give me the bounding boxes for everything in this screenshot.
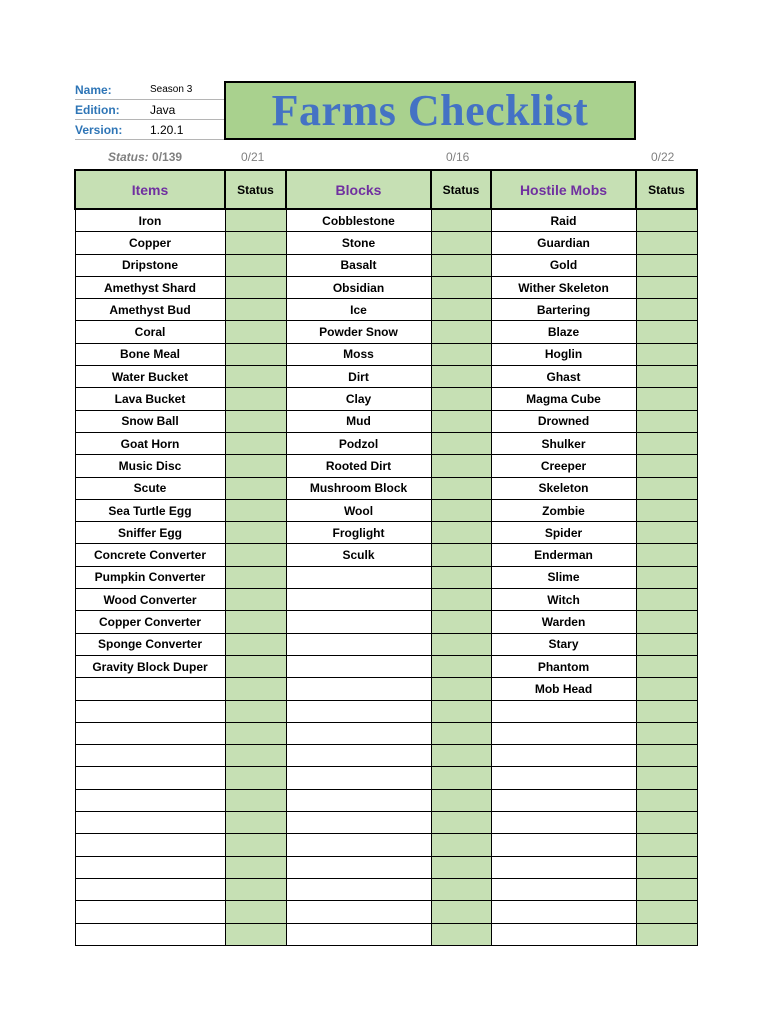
block-cell[interactable] — [286, 655, 431, 677]
block-cell[interactable] — [286, 856, 431, 878]
mob-status-cell[interactable] — [636, 321, 697, 343]
mob-cell[interactable] — [491, 789, 636, 811]
item-status-cell[interactable] — [225, 299, 286, 321]
item-status-cell[interactable] — [225, 276, 286, 298]
mob-cell[interactable]: Witch — [491, 589, 636, 611]
block-cell[interactable]: Mud — [286, 410, 431, 432]
item-status-cell[interactable] — [225, 722, 286, 744]
mob-cell[interactable] — [491, 923, 636, 945]
block-status-cell[interactable] — [431, 432, 491, 454]
mob-cell[interactable]: Blaze — [491, 321, 636, 343]
item-cell[interactable]: Sniffer Egg — [75, 522, 225, 544]
item-status-cell[interactable] — [225, 789, 286, 811]
item-cell[interactable]: Amethyst Shard — [75, 276, 225, 298]
table-row — [75, 589, 697, 611]
item-status-cell[interactable] — [225, 366, 286, 388]
block-status-cell[interactable] — [431, 655, 491, 677]
block-status-cell[interactable] — [431, 566, 491, 588]
mob-cell[interactable] — [491, 745, 636, 767]
item-cell[interactable] — [75, 901, 225, 923]
block-cell[interactable]: Rooted Dirt — [286, 455, 431, 477]
block-status-cell[interactable] — [431, 589, 491, 611]
item-status-cell[interactable] — [225, 678, 286, 700]
item-cell[interactable] — [75, 856, 225, 878]
mob-cell[interactable] — [491, 722, 636, 744]
block-cell[interactable] — [286, 812, 431, 834]
block-status-cell[interactable] — [431, 633, 491, 655]
info-row-edition — [75, 100, 225, 120]
item-status-cell[interactable] — [225, 254, 286, 276]
table-row — [75, 566, 697, 588]
block-cell[interactable] — [286, 923, 431, 945]
item-cell[interactable] — [75, 923, 225, 945]
item-cell[interactable]: Copper Converter — [75, 611, 225, 633]
item-cell[interactable] — [75, 678, 225, 700]
block-status-cell[interactable] — [431, 767, 491, 789]
item-status-cell[interactable] — [225, 901, 286, 923]
item-cell[interactable]: Gravity Block Duper — [75, 655, 225, 677]
table-row — [75, 655, 697, 677]
table-row — [75, 544, 697, 566]
header-blocks: Blocks — [286, 170, 431, 209]
table-row — [75, 232, 697, 254]
table-row — [75, 209, 697, 232]
item-status-cell[interactable] — [225, 232, 286, 254]
mob-status-cell[interactable] — [636, 923, 697, 945]
mob-status-cell[interactable] — [636, 678, 697, 700]
block-cell[interactable]: Basalt — [286, 254, 431, 276]
item-cell[interactable]: Pumpkin Converter — [75, 566, 225, 588]
block-cell[interactable] — [286, 633, 431, 655]
table-row — [75, 499, 697, 521]
mob-cell[interactable] — [491, 901, 636, 923]
item-cell[interactable] — [75, 745, 225, 767]
item-cell[interactable]: Snow Ball — [75, 410, 225, 432]
block-status-cell[interactable] — [431, 745, 491, 767]
item-status-cell[interactable] — [225, 522, 286, 544]
item-status-cell[interactable] — [225, 812, 286, 834]
header-hostile-mobs: Hostile Mobs — [491, 170, 636, 209]
item-cell[interactable]: Sponge Converter — [75, 633, 225, 655]
header-status: Status — [431, 170, 491, 209]
mob-cell[interactable]: Wither Skeleton — [491, 276, 636, 298]
table-row — [75, 522, 697, 544]
mob-cell[interactable] — [491, 767, 636, 789]
table-row — [75, 834, 697, 856]
mob-cell[interactable]: Slime — [491, 566, 636, 588]
mob-cell[interactable]: Warden — [491, 611, 636, 633]
block-status-cell[interactable] — [431, 321, 491, 343]
mob-status-cell[interactable] — [636, 722, 697, 744]
mob-status-cell[interactable] — [636, 432, 697, 454]
block-status-cell[interactable] — [431, 455, 491, 477]
mob-cell[interactable]: Gold — [491, 254, 636, 276]
page-title: Farms Checklist — [271, 86, 589, 135]
item-cell[interactable] — [75, 767, 225, 789]
item-cell[interactable]: Dripstone — [75, 254, 225, 276]
block-status-cell[interactable] — [431, 388, 491, 410]
item-status-cell[interactable] — [225, 343, 286, 365]
mob-cell[interactable] — [491, 700, 636, 722]
block-cell[interactable] — [286, 789, 431, 811]
mob-cell[interactable]: Magma Cube — [491, 388, 636, 410]
status-items-count: 0/21 — [241, 150, 265, 164]
block-cell[interactable]: Mushroom Block — [286, 477, 431, 499]
block-cell[interactable]: Ice — [286, 299, 431, 321]
mob-cell[interactable]: Shulker — [491, 432, 636, 454]
table-row — [75, 678, 697, 700]
table-row — [75, 633, 697, 655]
block-cell[interactable]: Clay — [286, 388, 431, 410]
mob-status-cell[interactable] — [636, 455, 697, 477]
item-status-cell[interactable] — [225, 410, 286, 432]
mob-cell[interactable]: Guardian — [491, 232, 636, 254]
block-status-cell[interactable] — [431, 901, 491, 923]
version-label: Version: — [75, 122, 123, 137]
item-status-cell[interactable] — [225, 388, 286, 410]
mob-status-cell[interactable] — [636, 388, 697, 410]
block-status-cell[interactable] — [431, 611, 491, 633]
item-cell[interactable] — [75, 834, 225, 856]
block-cell[interactable]: Powder Snow — [286, 321, 431, 343]
item-cell[interactable] — [75, 700, 225, 722]
mob-status-cell[interactable] — [636, 522, 697, 544]
status-total-value: 0/139 — [152, 150, 183, 164]
block-cell[interactable]: Dirt — [286, 366, 431, 388]
title-box — [224, 81, 636, 140]
mob-cell[interactable]: Bartering — [491, 299, 636, 321]
block-status-cell[interactable] — [431, 477, 491, 499]
item-status-cell[interactable] — [225, 655, 286, 677]
mob-cell[interactable]: Creeper — [491, 455, 636, 477]
item-cell[interactable]: Copper — [75, 232, 225, 254]
mob-status-cell[interactable] — [636, 856, 697, 878]
mob-cell[interactable]: Ghast — [491, 366, 636, 388]
item-status-cell[interactable] — [225, 321, 286, 343]
mob-status-cell[interactable] — [636, 834, 697, 856]
block-cell[interactable] — [286, 566, 431, 588]
table-row — [75, 321, 697, 343]
mob-status-cell[interactable] — [636, 232, 697, 254]
table-row — [75, 254, 697, 276]
mob-status-cell[interactable] — [636, 366, 697, 388]
item-cell[interactable]: Wood Converter — [75, 589, 225, 611]
item-status-cell[interactable] — [225, 878, 286, 900]
block-cell[interactable] — [286, 678, 431, 700]
table-row — [75, 856, 697, 878]
mob-cell[interactable]: Skeleton — [491, 477, 636, 499]
item-status-cell[interactable] — [225, 432, 286, 454]
item-cell[interactable] — [75, 789, 225, 811]
item-cell[interactable]: Water Bucket — [75, 366, 225, 388]
table-row — [75, 276, 697, 298]
table-row — [75, 789, 697, 811]
block-cell[interactable]: Froglight — [286, 522, 431, 544]
block-cell[interactable] — [286, 745, 431, 767]
block-cell[interactable]: Cobblestone — [286, 209, 431, 232]
table-row — [75, 410, 697, 432]
mob-status-cell[interactable] — [636, 767, 697, 789]
mob-status-cell[interactable] — [636, 878, 697, 900]
block-cell[interactable] — [286, 834, 431, 856]
item-status-cell[interactable] — [225, 700, 286, 722]
item-status-cell[interactable] — [225, 633, 286, 655]
table-row — [75, 812, 697, 834]
mob-cell[interactable] — [491, 856, 636, 878]
item-cell[interactable] — [75, 878, 225, 900]
block-status-cell[interactable] — [431, 299, 491, 321]
block-status-cell[interactable] — [431, 878, 491, 900]
table-row — [75, 388, 697, 410]
item-status-cell[interactable] — [225, 455, 286, 477]
mob-cell[interactable] — [491, 878, 636, 900]
name-label: Name: — [75, 82, 112, 97]
item-cell[interactable]: Music Disc — [75, 455, 225, 477]
info-block — [75, 80, 225, 140]
mob-status-cell[interactable] — [636, 299, 697, 321]
table-row — [75, 901, 697, 923]
mob-cell[interactable]: Spider — [491, 522, 636, 544]
header-row — [75, 170, 697, 209]
item-status-cell[interactable] — [225, 499, 286, 521]
edition-value[interactable]: Java — [150, 102, 176, 117]
mob-status-cell[interactable] — [636, 655, 697, 677]
block-cell[interactable] — [286, 722, 431, 744]
block-status-cell[interactable] — [431, 789, 491, 811]
name-value[interactable]: Season 3 — [150, 84, 193, 95]
mob-cell[interactable] — [491, 834, 636, 856]
block-status-cell[interactable] — [431, 343, 491, 365]
mob-status-cell[interactable] — [636, 209, 697, 232]
item-cell[interactable]: Lava Bucket — [75, 388, 225, 410]
item-status-cell[interactable] — [225, 856, 286, 878]
table-row — [75, 611, 697, 633]
item-status-cell[interactable] — [225, 589, 286, 611]
table-row — [75, 432, 697, 454]
mob-cell[interactable] — [491, 812, 636, 834]
mob-status-cell[interactable] — [636, 901, 697, 923]
table-row — [75, 923, 697, 945]
item-status-cell[interactable] — [225, 767, 286, 789]
status-total — [108, 150, 182, 164]
item-status-cell[interactable] — [225, 745, 286, 767]
mob-status-cell[interactable] — [636, 343, 697, 365]
block-status-cell[interactable] — [431, 678, 491, 700]
block-status-cell[interactable] — [431, 544, 491, 566]
status-blocks-count: 0/16 — [446, 150, 470, 164]
mob-status-cell[interactable] — [636, 276, 697, 298]
mob-status-cell[interactable] — [636, 566, 697, 588]
item-status-cell[interactable] — [225, 611, 286, 633]
block-cell[interactable]: Obsidian — [286, 276, 431, 298]
item-status-cell[interactable] — [225, 209, 286, 232]
mob-cell[interactable]: Drowned — [491, 410, 636, 432]
block-status-cell[interactable] — [431, 209, 491, 232]
mob-cell[interactable]: Phantom — [491, 655, 636, 677]
mob-status-cell[interactable] — [636, 589, 697, 611]
block-cell[interactable]: Podzol — [286, 432, 431, 454]
mob-status-cell[interactable] — [636, 789, 697, 811]
table-row — [75, 299, 697, 321]
mob-status-cell[interactable] — [636, 254, 697, 276]
info-row-version — [75, 120, 225, 140]
table-row — [75, 767, 697, 789]
block-status-cell[interactable] — [431, 923, 491, 945]
item-status-cell[interactable] — [225, 834, 286, 856]
mob-cell[interactable]: Enderman — [491, 544, 636, 566]
item-status-cell[interactable] — [225, 544, 286, 566]
item-cell[interactable]: Bone Meal — [75, 343, 225, 365]
block-cell[interactable] — [286, 589, 431, 611]
block-status-cell[interactable] — [431, 410, 491, 432]
item-cell[interactable]: Sea Turtle Egg — [75, 499, 225, 521]
table-row — [75, 366, 697, 388]
item-cell[interactable]: Amethyst Bud — [75, 299, 225, 321]
mob-cell[interactable]: Zombie — [491, 499, 636, 521]
status-mobs-count: 0/22 — [651, 150, 675, 164]
table-row — [75, 700, 697, 722]
item-status-cell[interactable] — [225, 923, 286, 945]
version-value[interactable]: 1.20.1 — [150, 122, 184, 137]
mob-cell[interactable]: Mob Head — [491, 678, 636, 700]
item-cell[interactable]: Concrete Converter — [75, 544, 225, 566]
block-status-cell[interactable] — [431, 254, 491, 276]
block-cell[interactable] — [286, 700, 431, 722]
mob-status-cell[interactable] — [636, 544, 697, 566]
mob-cell[interactable]: Stary — [491, 633, 636, 655]
block-cell[interactable] — [286, 767, 431, 789]
table-row — [75, 455, 697, 477]
block-status-cell[interactable] — [431, 499, 491, 521]
header-status: Status — [225, 170, 286, 209]
mob-status-cell[interactable] — [636, 410, 697, 432]
block-status-cell[interactable] — [431, 834, 491, 856]
item-status-cell[interactable] — [225, 566, 286, 588]
item-cell[interactable]: Iron — [75, 209, 225, 232]
info-row-name — [75, 80, 225, 100]
item-cell[interactable]: Goat Horn — [75, 432, 225, 454]
block-cell[interactable] — [286, 611, 431, 633]
block-cell[interactable]: Wool — [286, 499, 431, 521]
item-status-cell[interactable] — [225, 477, 286, 499]
block-status-cell[interactable] — [431, 700, 491, 722]
block-status-cell[interactable] — [431, 366, 491, 388]
item-cell[interactable]: Coral — [75, 321, 225, 343]
table-row — [75, 878, 697, 900]
block-cell[interactable]: Sculk — [286, 544, 431, 566]
block-status-cell[interactable] — [431, 522, 491, 544]
block-status-cell[interactable] — [431, 722, 491, 744]
table-row — [75, 722, 697, 744]
item-cell[interactable]: Scute — [75, 477, 225, 499]
block-cell[interactable]: Stone — [286, 232, 431, 254]
mob-cell[interactable]: Hoglin — [491, 343, 636, 365]
header-status: Status — [636, 170, 697, 209]
mob-status-cell[interactable] — [636, 499, 697, 521]
mob-status-cell[interactable] — [636, 745, 697, 767]
table-row — [75, 477, 697, 499]
header-items: Items — [75, 170, 225, 209]
block-cell[interactable]: Moss — [286, 343, 431, 365]
mob-status-cell[interactable] — [636, 611, 697, 633]
checklist-table — [74, 169, 698, 946]
block-status-cell[interactable] — [431, 856, 491, 878]
block-cell[interactable] — [286, 901, 431, 923]
mob-status-cell[interactable] — [636, 477, 697, 499]
status-total-label: Status: — [108, 150, 149, 164]
mob-status-cell[interactable] — [636, 700, 697, 722]
mob-status-cell[interactable] — [636, 812, 697, 834]
mob-cell[interactable]: Raid — [491, 209, 636, 232]
block-status-cell[interactable] — [431, 232, 491, 254]
item-cell[interactable] — [75, 812, 225, 834]
edition-label: Edition: — [75, 102, 120, 117]
table-row — [75, 343, 697, 365]
item-cell[interactable] — [75, 722, 225, 744]
block-status-cell[interactable] — [431, 276, 491, 298]
block-status-cell[interactable] — [431, 812, 491, 834]
block-cell[interactable] — [286, 878, 431, 900]
mob-status-cell[interactable] — [636, 633, 697, 655]
table-row — [75, 745, 697, 767]
